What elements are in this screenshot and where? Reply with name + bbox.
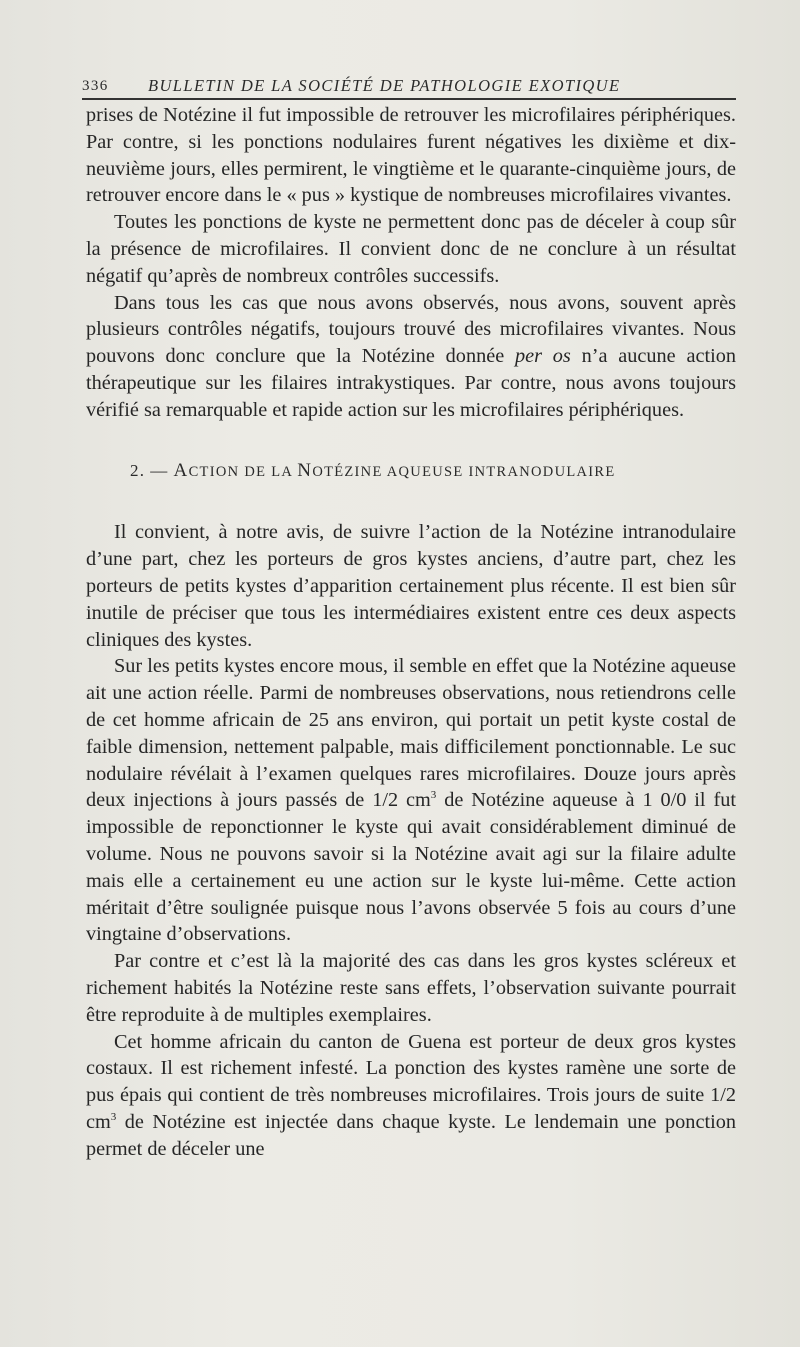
paragraph-6: Par contre et c’est là la majorité des cas dans les gros kystes scléreux et richement habités la Notézine reste sans effets, l’observation suivante pourrait être reproduite à de multiples exemplaires.	[86, 950, 736, 1026]
page-header	[82, 64, 736, 100]
section-word-2: DE	[244, 463, 267, 480]
paragraph-3-text-b: n’a aucune action thérapeutique sur les filaires intrakystiques. Par contre, nous avons toujours vérifié sa remarquable et rapide action sur les microfilaires périphériques.	[86, 345, 737, 421]
paragraph-5	[86, 653, 736, 948]
paragraph-5-superscript: 3	[430, 789, 437, 802]
section-heading	[86, 458, 736, 486]
paragraph-2: Toutes les ponctions de kyste ne permettent donc pas de déceler à coup sûr la présence de microfilaires. Il convient donc de ne conclure à un résultat négatif qu’après de nombreux contrôles successifs.	[86, 211, 736, 287]
paragraph-5-text-b: de Notézine aqueuse à 1 0/0 il fut impossible de reponctionner le kyste qui avait considérablement diminué de volume. Nous ne pouvons savoir si la Notézine avait agi sur la filaire adulte mais elle a certainement eu une action sur le kyste lui-même. Cette action méritait d’être soulignée puisque nous l’avons observée 5 fois au cours d’une vingtaine d’observations.	[86, 789, 736, 946]
running-title: BULLETIN DE LA SOCIÉTÉ DE PATHOLOGIE EXOTIQUE	[148, 76, 621, 95]
paragraph-3-italic: per os	[515, 345, 571, 368]
paragraph-5-text-a: Sur les petits kystes encore mous, il semble en effet que la Notézine aqueuse ait une action réelle. Parmi de nombreuses observations, nous retiendrons celle de cet homme africain de 25 ans environ, qui portait un petit kyste costal de faible dimension, nettement palpable, mais difficilement ponctionnable. Le suc nodulaire révélait à l’examen quelques rares microfilaires. Douze jours après deux injections à jours passés de 1/2 cm	[86, 655, 736, 812]
section-word-3: LA	[271, 463, 293, 480]
body-text	[86, 102, 736, 1162]
page-number: 336	[82, 78, 109, 94]
section-number: 2.	[130, 460, 146, 480]
paragraph-3	[86, 290, 736, 424]
section-word-5: AQUEUSE	[386, 463, 464, 480]
paragraph-7-text-b: de Notézine est injectée dans chaque kyste. Le lendemain une ponction permet de déceler une	[86, 1110, 736, 1160]
paragraph-7-text-a: Cet homme africain du canton de Guena est porteur de deux gros kystes costaux. Il est richement infesté. La ponction des kystes ramène une sorte de pus épais qui contient de très nombreuses microfilaires. Trois jours de suite 1/2 cm	[86, 1030, 736, 1133]
paragraph-7-superscript: 3	[110, 1111, 117, 1124]
paragraph-4: Il convient, à notre avis, de suivre l’action de la Notézine intranodulaire d’une part, chez les porteurs de gros kystes anciens, d’autre part, chez les porteurs de petits kystes d’apparition certainement plus récente. Il est bien sûr inutile de préciser que tous les intermédiaires existent entre ces deux aspects cliniques des kystes.	[86, 521, 736, 651]
section-word-1: ACTION	[173, 459, 240, 481]
paragraph-1: prises de Notézine il fut impossible de retrouver les microfilaires périphériques. Par contre, si les ponctions nodulaires furent négatives les dixième et dix-neuvième jours, elles permirent, le vingtième et le quarante-cinquième jours, de retrouver encore dans le « pus » kystique de nombreuses microfilaires vivantes.	[86, 104, 736, 207]
section-dash: —	[150, 460, 169, 480]
paragraph-7	[86, 1029, 736, 1163]
section-word-4: NOTÉZINE	[297, 459, 383, 481]
section-word-6: INTRANODULAIRE	[468, 463, 616, 480]
paragraph-3-text-a: Dans tous les cas que nous avons observés, nous avons, souvent après plusieurs contrôles négatifs, toujours trouvé des microfilaires vivantes. Nous pouvons donc conclure que la Notézine donnée	[86, 291, 736, 368]
